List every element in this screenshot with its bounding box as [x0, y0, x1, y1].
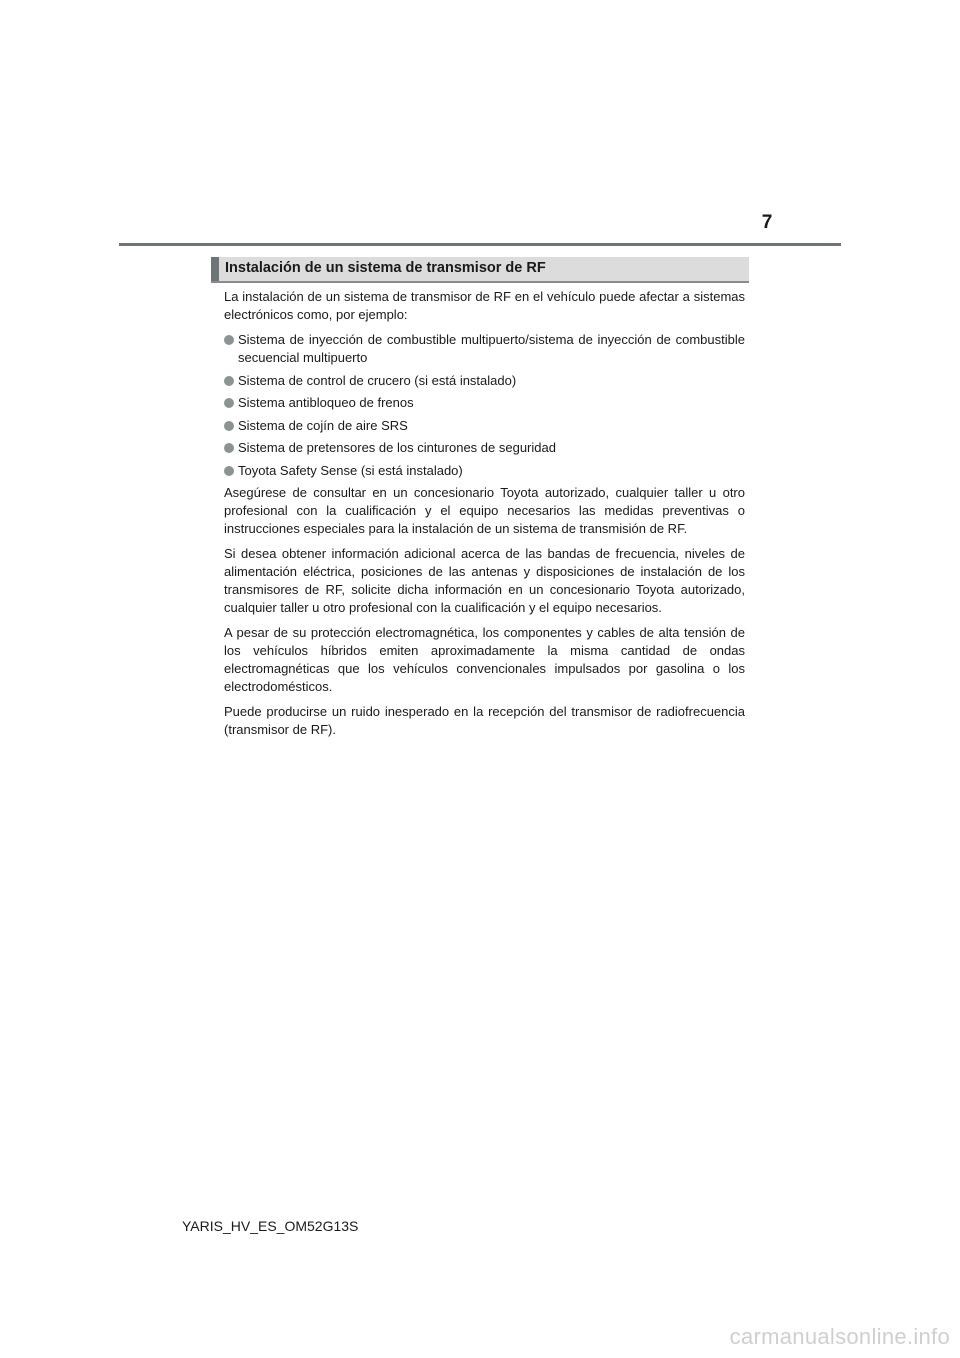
section-header [211, 257, 749, 283]
bullet-icon [224, 335, 234, 345]
page-number: 7 [761, 212, 773, 233]
list-item [224, 372, 745, 390]
bullet-icon [224, 376, 234, 386]
header-rule [119, 243, 841, 246]
list-item-text: Toyota Safety Sense (si está instalado) [238, 462, 463, 478]
list-item-text: Sistema de inyección de combustible multipuerto/sistema de inyección de combustible secuencial multipuerto [238, 332, 745, 365]
watermark: carmanualsonline.info [729, 1324, 950, 1349]
list-item [224, 417, 745, 435]
list-item-text: Sistema de control de crucero (si está instalado) [238, 372, 517, 388]
list-item-text: Sistema antibloqueo de frenos [238, 395, 414, 410]
list-item-text: Sistema de cojín de aire SRS [238, 417, 408, 433]
list-item [224, 331, 745, 367]
list-item-text: Sistema de pretensores de los cinturones de seguridad [238, 440, 556, 455]
bullet-icon [224, 398, 234, 408]
affected-systems-list [224, 331, 745, 480]
list-item [224, 462, 745, 480]
section-title: Instalación de un sistema de transmisor de RF [225, 260, 546, 276]
list-item [224, 439, 745, 457]
main-content [224, 288, 745, 746]
paragraph: A pesar de su protección electromagnética, los componentes y cables de alta tensión de los vehículos híbridos emiten aproximadamente la misma cantidad de ondas electromagnéticas que los vehículos convencionales impulsados por gasolina o los electrodomésticos. [224, 625, 745, 694]
paragraph: Si desea obtener información adicional acerca de las bandas de frecuencia, niveles de alimentación eléctrica, posiciones de las antenas y disposiciones de instalación de los transmisores de RF, solicite dicha información en un concesionario Toyota autorizado, cualquier taller u otro profesional con la cualificación y el equipo necesarios. [224, 546, 745, 615]
bullet-icon [224, 466, 234, 476]
list-item [224, 394, 745, 412]
section-header-bar [211, 257, 219, 281]
paragraph: Asegúrese de consultar en un concesionario Toyota autorizado, cualquier taller u otro profesional con la cualificación y el equipo necesarios las medidas preventivas o instrucciones especiales para la instalación de un sistema de transmisión de RF. [224, 485, 745, 536]
bullet-icon [224, 443, 234, 453]
intro-paragraph: La instalación de un sistema de transmisor de RF en el vehículo puede afectar a sistemas electrónicos como, por ejemplo: [224, 289, 745, 322]
document-code: YARIS_HV_ES_OM52G13S [182, 1218, 359, 1234]
paragraph: Puede producirse un ruido inesperado en la recepción del transmisor de radiofrecuencia (transmisor de RF). [224, 704, 745, 737]
bullet-icon [224, 421, 234, 431]
